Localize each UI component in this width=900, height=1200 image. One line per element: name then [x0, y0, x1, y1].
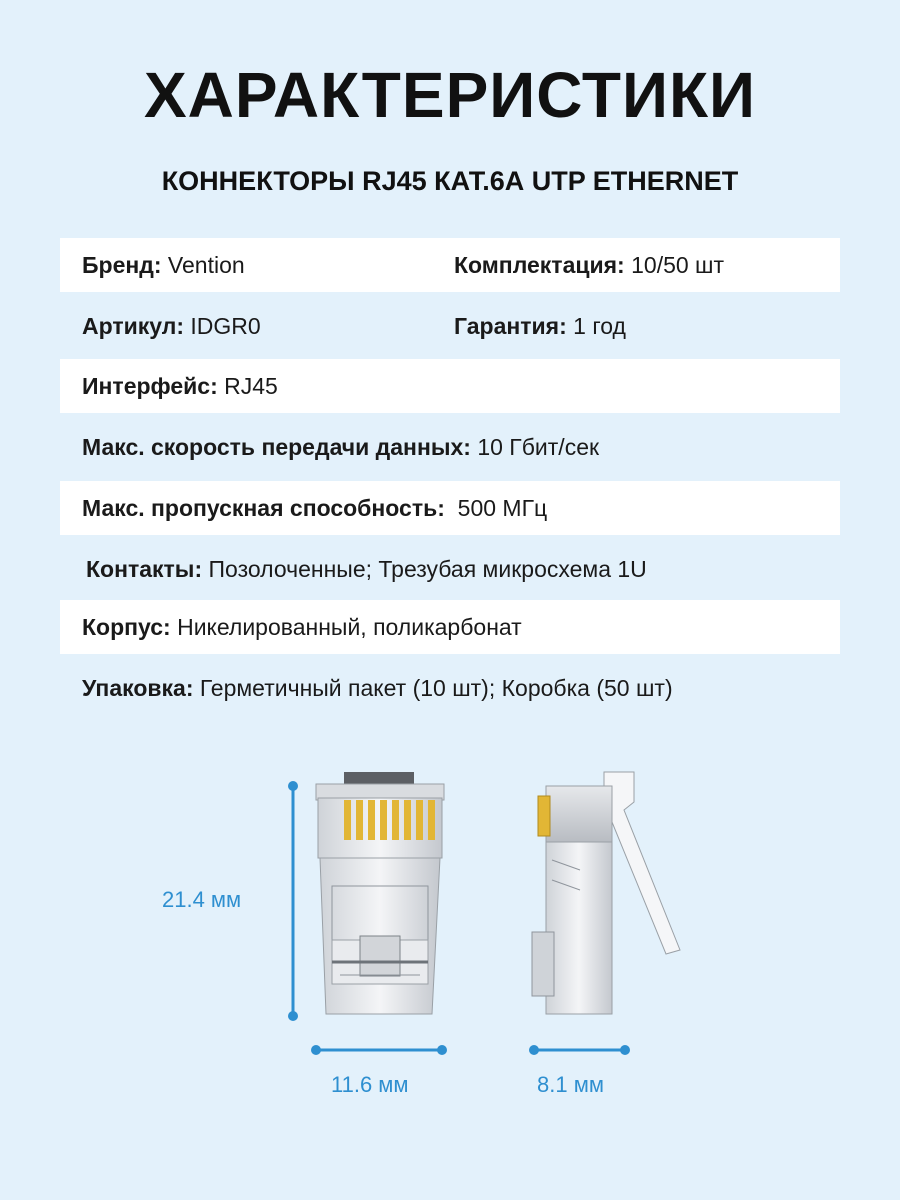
spec-set-value: 10/50 шт — [631, 251, 725, 278]
page-title: ХАРАКТЕРИСТИКИ — [143, 59, 757, 131]
spec-article-value: IDGR0 — [190, 312, 261, 339]
spec-article-label: Артикул: — [82, 312, 185, 339]
spec-package-label: Упаковка: — [82, 674, 194, 701]
spec-set-label: Комплектация: — [454, 251, 625, 278]
page-subtitle: КОННЕКТОРЫ RJ45 КАТ.6А UTP ETHERNET — [161, 166, 739, 196]
depth-dimension-line — [529, 1045, 630, 1055]
spec-brand-value: Vention — [167, 251, 245, 278]
height-dimension-line — [288, 781, 298, 1021]
spec-speed-value: 10 Гбит/сек — [477, 433, 600, 460]
connector-side-view — [532, 772, 680, 1014]
spec-body-label: Корпус: — [82, 613, 171, 640]
spec-bandwidth-value: 500 МГц — [457, 494, 548, 521]
width-dimension-label: 11.6 мм — [331, 1072, 409, 1097]
spec-contacts-value: Позолоченные; Трезубая микросхема 1U — [208, 555, 647, 582]
spec-interface-value: RJ45 — [224, 372, 278, 399]
depth-dimension-label: 8.1 мм — [537, 1072, 604, 1097]
connector-front-view — [316, 772, 444, 1014]
spec-brand-label: Бренд: — [82, 251, 162, 278]
spec-warranty-value: 1 год — [573, 312, 626, 339]
spec-interface-label: Интерфейс: — [82, 372, 218, 399]
height-dimension-label: 21.4 мм — [162, 887, 242, 912]
width-dimension-line — [311, 1045, 447, 1055]
spec-contacts-label: Контакты: — [86, 555, 203, 582]
spec-package-value: Герметичный пакет (10 шт); Коробка (50 шт) — [199, 674, 673, 701]
spec-speed-label: Макс. скорость передачи данных: — [82, 433, 471, 460]
spec-bandwidth-label: Макс. пропускная способность: — [82, 494, 445, 521]
spec-warranty-label: Гарантия: — [454, 312, 567, 339]
spec-body-value: Никелированный, поликарбонат — [177, 613, 522, 640]
